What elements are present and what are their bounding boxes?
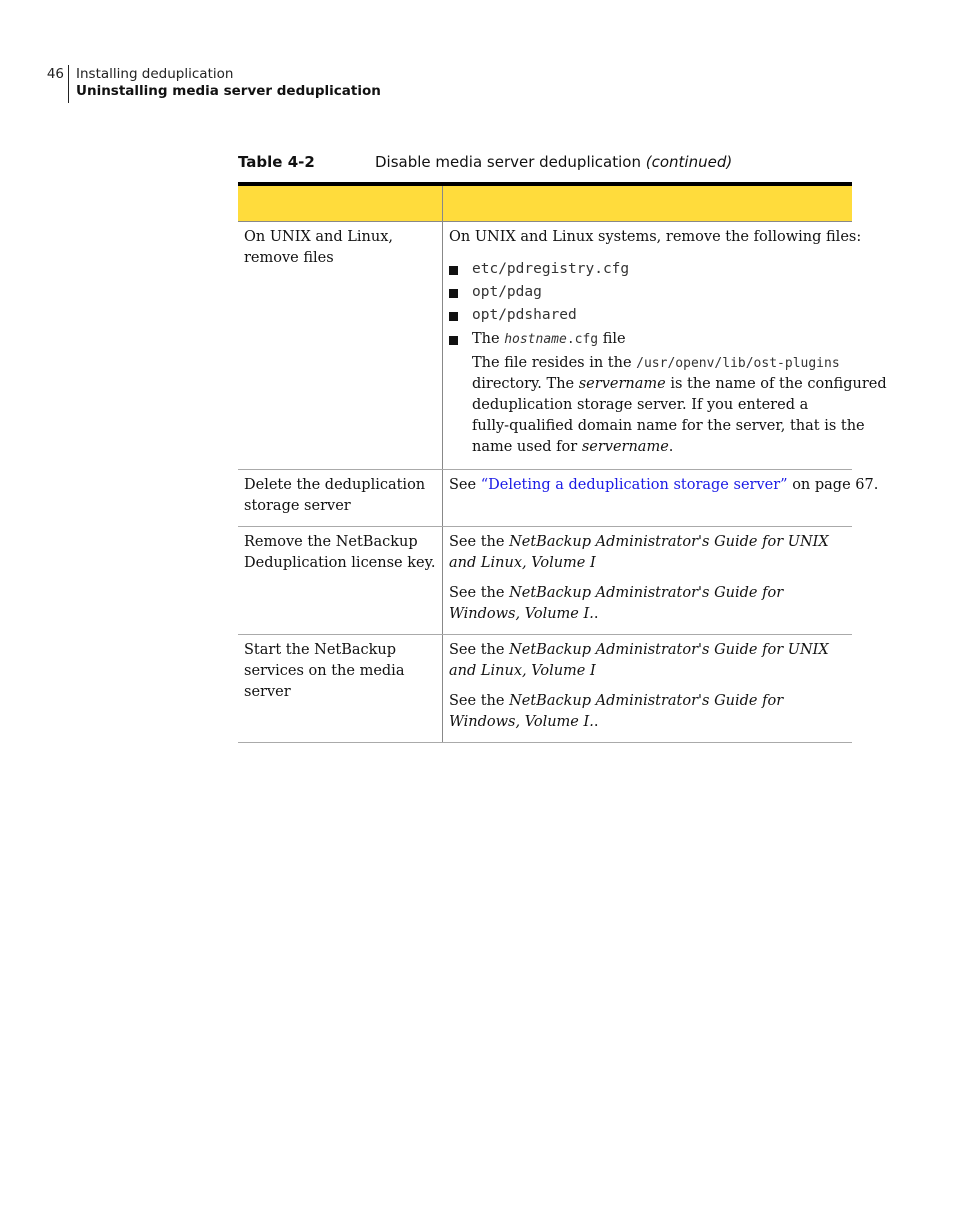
table-title: Disable media server deduplication (continued) — [375, 153, 733, 171]
continued-label: (continued) — [645, 153, 733, 171]
row-divider — [238, 526, 852, 527]
deleting-storage-server-link[interactable]: “Deleting a deduplication storage server” — [480, 477, 788, 493]
table-header-band — [238, 186, 852, 222]
hostname-note: The file resides in the /usr/openv/lib/ost-plugins directory. The servername is the name of the configured deduplication storage server. If you entered a fully-qualified domain name for the server, that is the name used for servername. — [472, 355, 887, 455]
file-item: opt/pdag — [472, 284, 542, 300]
row-divider — [238, 469, 852, 470]
delete-storage-server-ref: See “Deleting a deduplication storage server” on page 67. — [449, 477, 879, 493]
step-remove-license-key: Remove the NetBackup Deduplication license key. — [244, 534, 436, 571]
table-label: Table 4-2 — [238, 153, 315, 171]
start-services-refs: See the NetBackup Administrator's Guide for UNIX and Linux, Volume I See the NetBackup Administrator's Guide for Windows, Volume I.. — [449, 642, 829, 730]
page-number: 46 — [46, 66, 64, 82]
table-caption — [238, 153, 852, 173]
step-start-services: Start the NetBackup services on the media server — [244, 642, 405, 700]
bullet-marker — [449, 289, 458, 298]
license-key-refs: See the NetBackup Administrator's Guide for UNIX and Linux, Volume I See the NetBackup Administrator's Guide for Windows, Volume I.. — [449, 534, 829, 622]
column-divider — [442, 186, 443, 743]
table-bottom-rule — [238, 742, 852, 743]
bullet-marker — [449, 336, 458, 345]
row-divider — [238, 634, 852, 635]
step-delete-storage-server: Delete the deduplication storage server — [244, 477, 426, 514]
file-item: etc/pdregistry.cfg — [472, 261, 630, 277]
remove-files-intro: On UNIX and Linux systems, remove the following files: — [449, 229, 862, 245]
chapter-title: Installing deduplication — [76, 66, 234, 82]
file-item-hostname: The hostname.cfg file — [472, 331, 626, 347]
bullet-marker — [449, 312, 458, 321]
bullet-marker — [449, 266, 458, 275]
step-remove-files: On UNIX and Linux, remove files — [244, 229, 394, 266]
header-divider — [68, 65, 69, 103]
file-item: opt/pdshared — [472, 307, 577, 323]
section-title: Uninstalling media server deduplication — [76, 83, 381, 99]
